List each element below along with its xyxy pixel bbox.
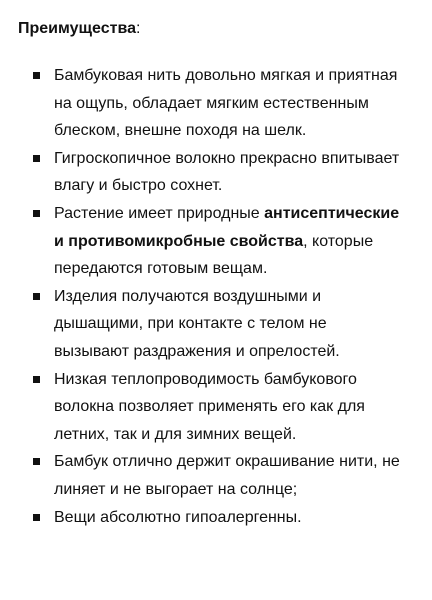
bullet-icon	[33, 376, 40, 383]
bullet-icon	[33, 210, 40, 217]
list-item	[0, 448, 432, 503]
list-item-bold-text: антисептические и противомикробные свойства	[54, 204, 400, 250]
list-item	[0, 283, 432, 366]
list-item	[0, 366, 432, 449]
list-item	[0, 200, 432, 283]
list-item-text: Гигроскопичное волокно прекрасно впитывает влагу и быстро сохнет.	[54, 149, 400, 195]
list-item-text: Бамбук отлично держит окрашивание нити, не линяет и не выгорает на солнце;	[54, 453, 400, 498]
list-item	[0, 145, 432, 200]
list-item-text: , которые передаются готовым вещам.	[54, 232, 374, 278]
bullet-icon	[33, 155, 40, 162]
heading-label: Преимущества	[18, 20, 136, 37]
section-heading	[18, 19, 140, 39]
bullet-icon	[33, 293, 40, 300]
list-item-text: Вещи абсолютно гипоалергенны.	[54, 508, 302, 526]
list-item-text: Изделия получаются воздушными и дышащими, при контакте с телом не вызывают раздражения и опрелостей.	[54, 287, 340, 360]
list-item-text: Низкая теплопроводимость бамбукового волокна позволяет применять его как для летних, так и для зимних вещей.	[54, 370, 365, 443]
list-item-text: Растение имеет природные	[54, 204, 265, 222]
bullet-icon	[33, 458, 40, 465]
bullet-icon	[33, 514, 40, 521]
heading-suffix: :	[135, 20, 141, 37]
benefits-list	[0, 62, 432, 531]
list-item	[0, 62, 432, 145]
list-item-text: Бамбуковая нить довольно мягкая и приятная на ощупь, обладает мягким естественным блеском, внешне походя на шелк.	[54, 67, 398, 140]
list-item	[0, 504, 432, 532]
bullet-icon	[33, 72, 40, 79]
